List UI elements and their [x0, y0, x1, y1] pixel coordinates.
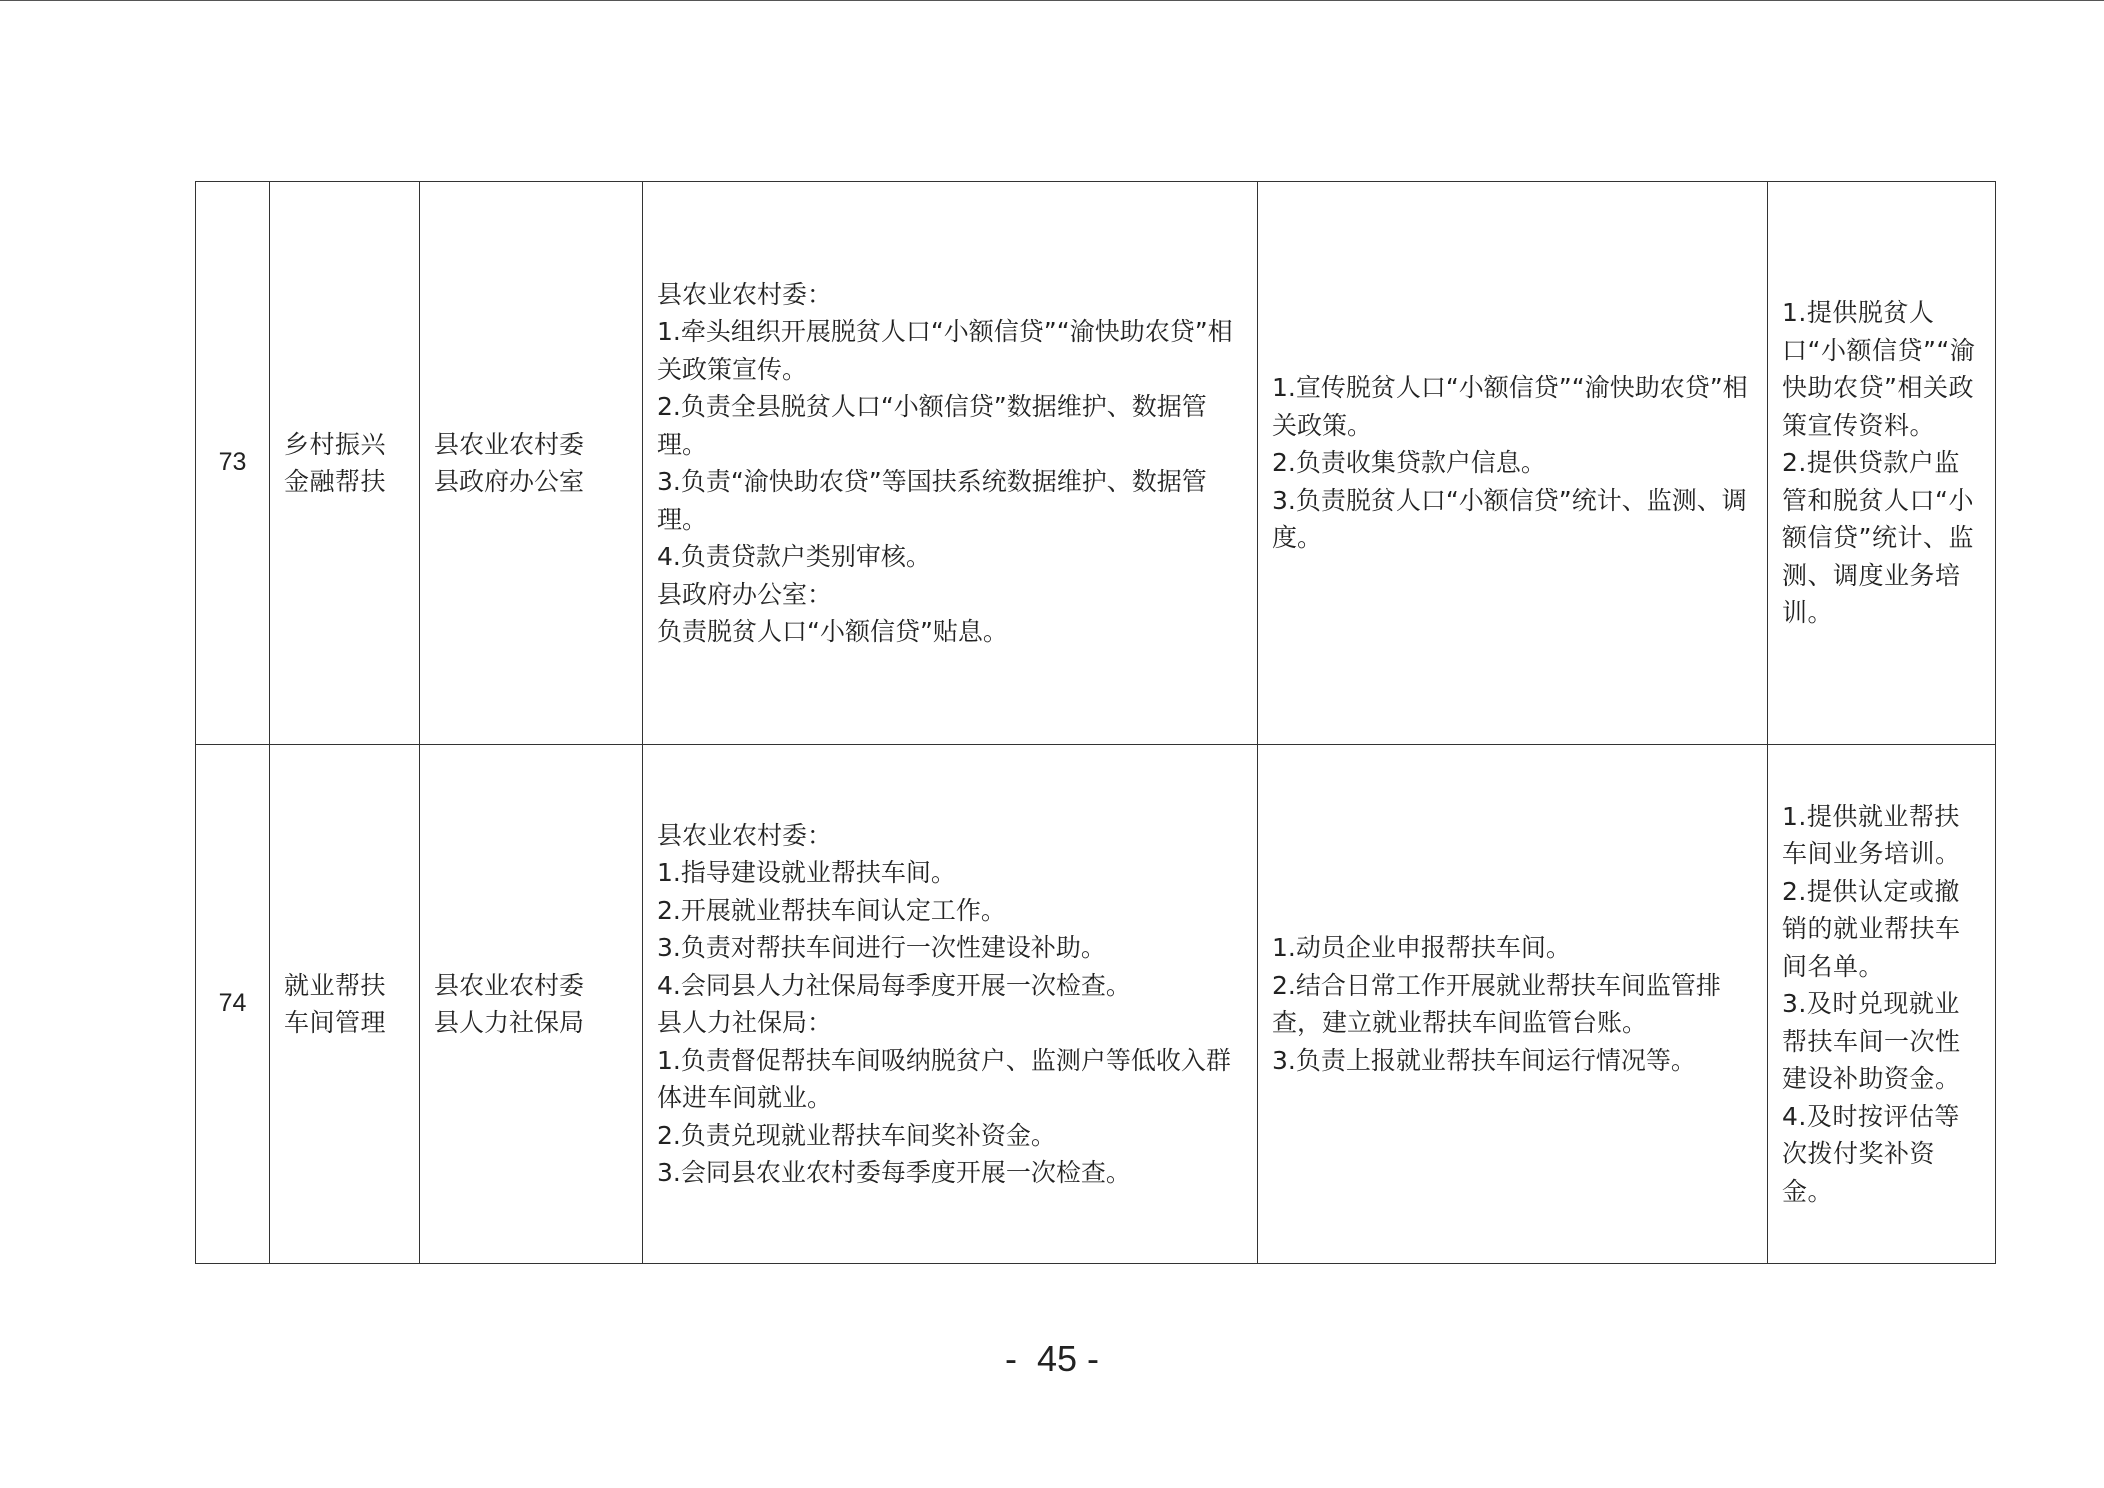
lead-departments-cell: 县农业农村委 县政府办公室 [420, 182, 643, 745]
table-row [196, 182, 1996, 745]
town-duties-cell: 1.动员企业申报帮扶车间。 2.结合日常工作开展就业帮扶车间监管排查，建立就业帮扶车间监管台账。 3.负责上报就业帮扶车间运行情况等。 [1258, 745, 1768, 1264]
town-duties-cell: 1.宣传脱贫人口“小额信贷”“渝快助农贷”相关政策。 2.负责收集贷款户信息。 3.负责脱贫人口“小额信贷”统计、监测、调度。 [1258, 182, 1768, 745]
county-duties-cell: 县农业农村委： 1.牵头组织开展脱贫人口“小额信贷”“渝快助农贷”相关政策宣传。 2.负责全县脱贫人口“小额信贷”数据维护、数据管理。 3.负责“渝快助农贷”等国扶系统数据维护、数据管理。 4.负责贷款户类别审核。 县政府办公室： 负责脱贫人口“小额信贷”贴息。 [643, 182, 1258, 745]
page-number: - 45 - [1004, 1338, 1100, 1379]
row-number-cell: 73 [196, 182, 270, 745]
item-name-cell: 乡村振兴 金融帮扶 [270, 182, 420, 745]
item-name-cell: 就业帮扶 车间管理 [270, 745, 420, 1264]
support-duties-cell: 1.提供就业帮扶车间业务培训。 2.提供认定或撤销的就业帮扶车间名单。 3.及时兑现就业帮扶车间一次性建设补助资金。 4.及时按评估等次拨付奖补资金。 [1768, 745, 1996, 1264]
table-row [196, 745, 1996, 1264]
support-duties-cell: 1.提供脱贫人口“小额信贷”“渝快助农贷”相关政策宣传资料。 2.提供贷款户监管和脱贫人口“小额信贷”统计、监测、调度业务培训。 [1768, 182, 1996, 745]
county-duties-cell: 县农业农村委： 1.指导建设就业帮扶车间。 2.开展就业帮扶车间认定工作。 3.负责对帮扶车间进行一次性建设补助。 4.会同县人力社保局每季度开展一次检查。 县人力社保局： 1.负责督促帮扶车间吸纳脱贫户、监测户等低收入群体进车间就业。 2.负责兑现就业帮扶车间奖补资金。 3.会同县农业农村委每季度开展一次检查。 [643, 745, 1258, 1264]
responsibility-table [195, 181, 1996, 1264]
row-number-cell: 74 [196, 745, 270, 1264]
top-border-line [0, 0, 2104, 1]
lead-departments-cell: 县农业农村委 县人力社保局 [420, 745, 643, 1264]
